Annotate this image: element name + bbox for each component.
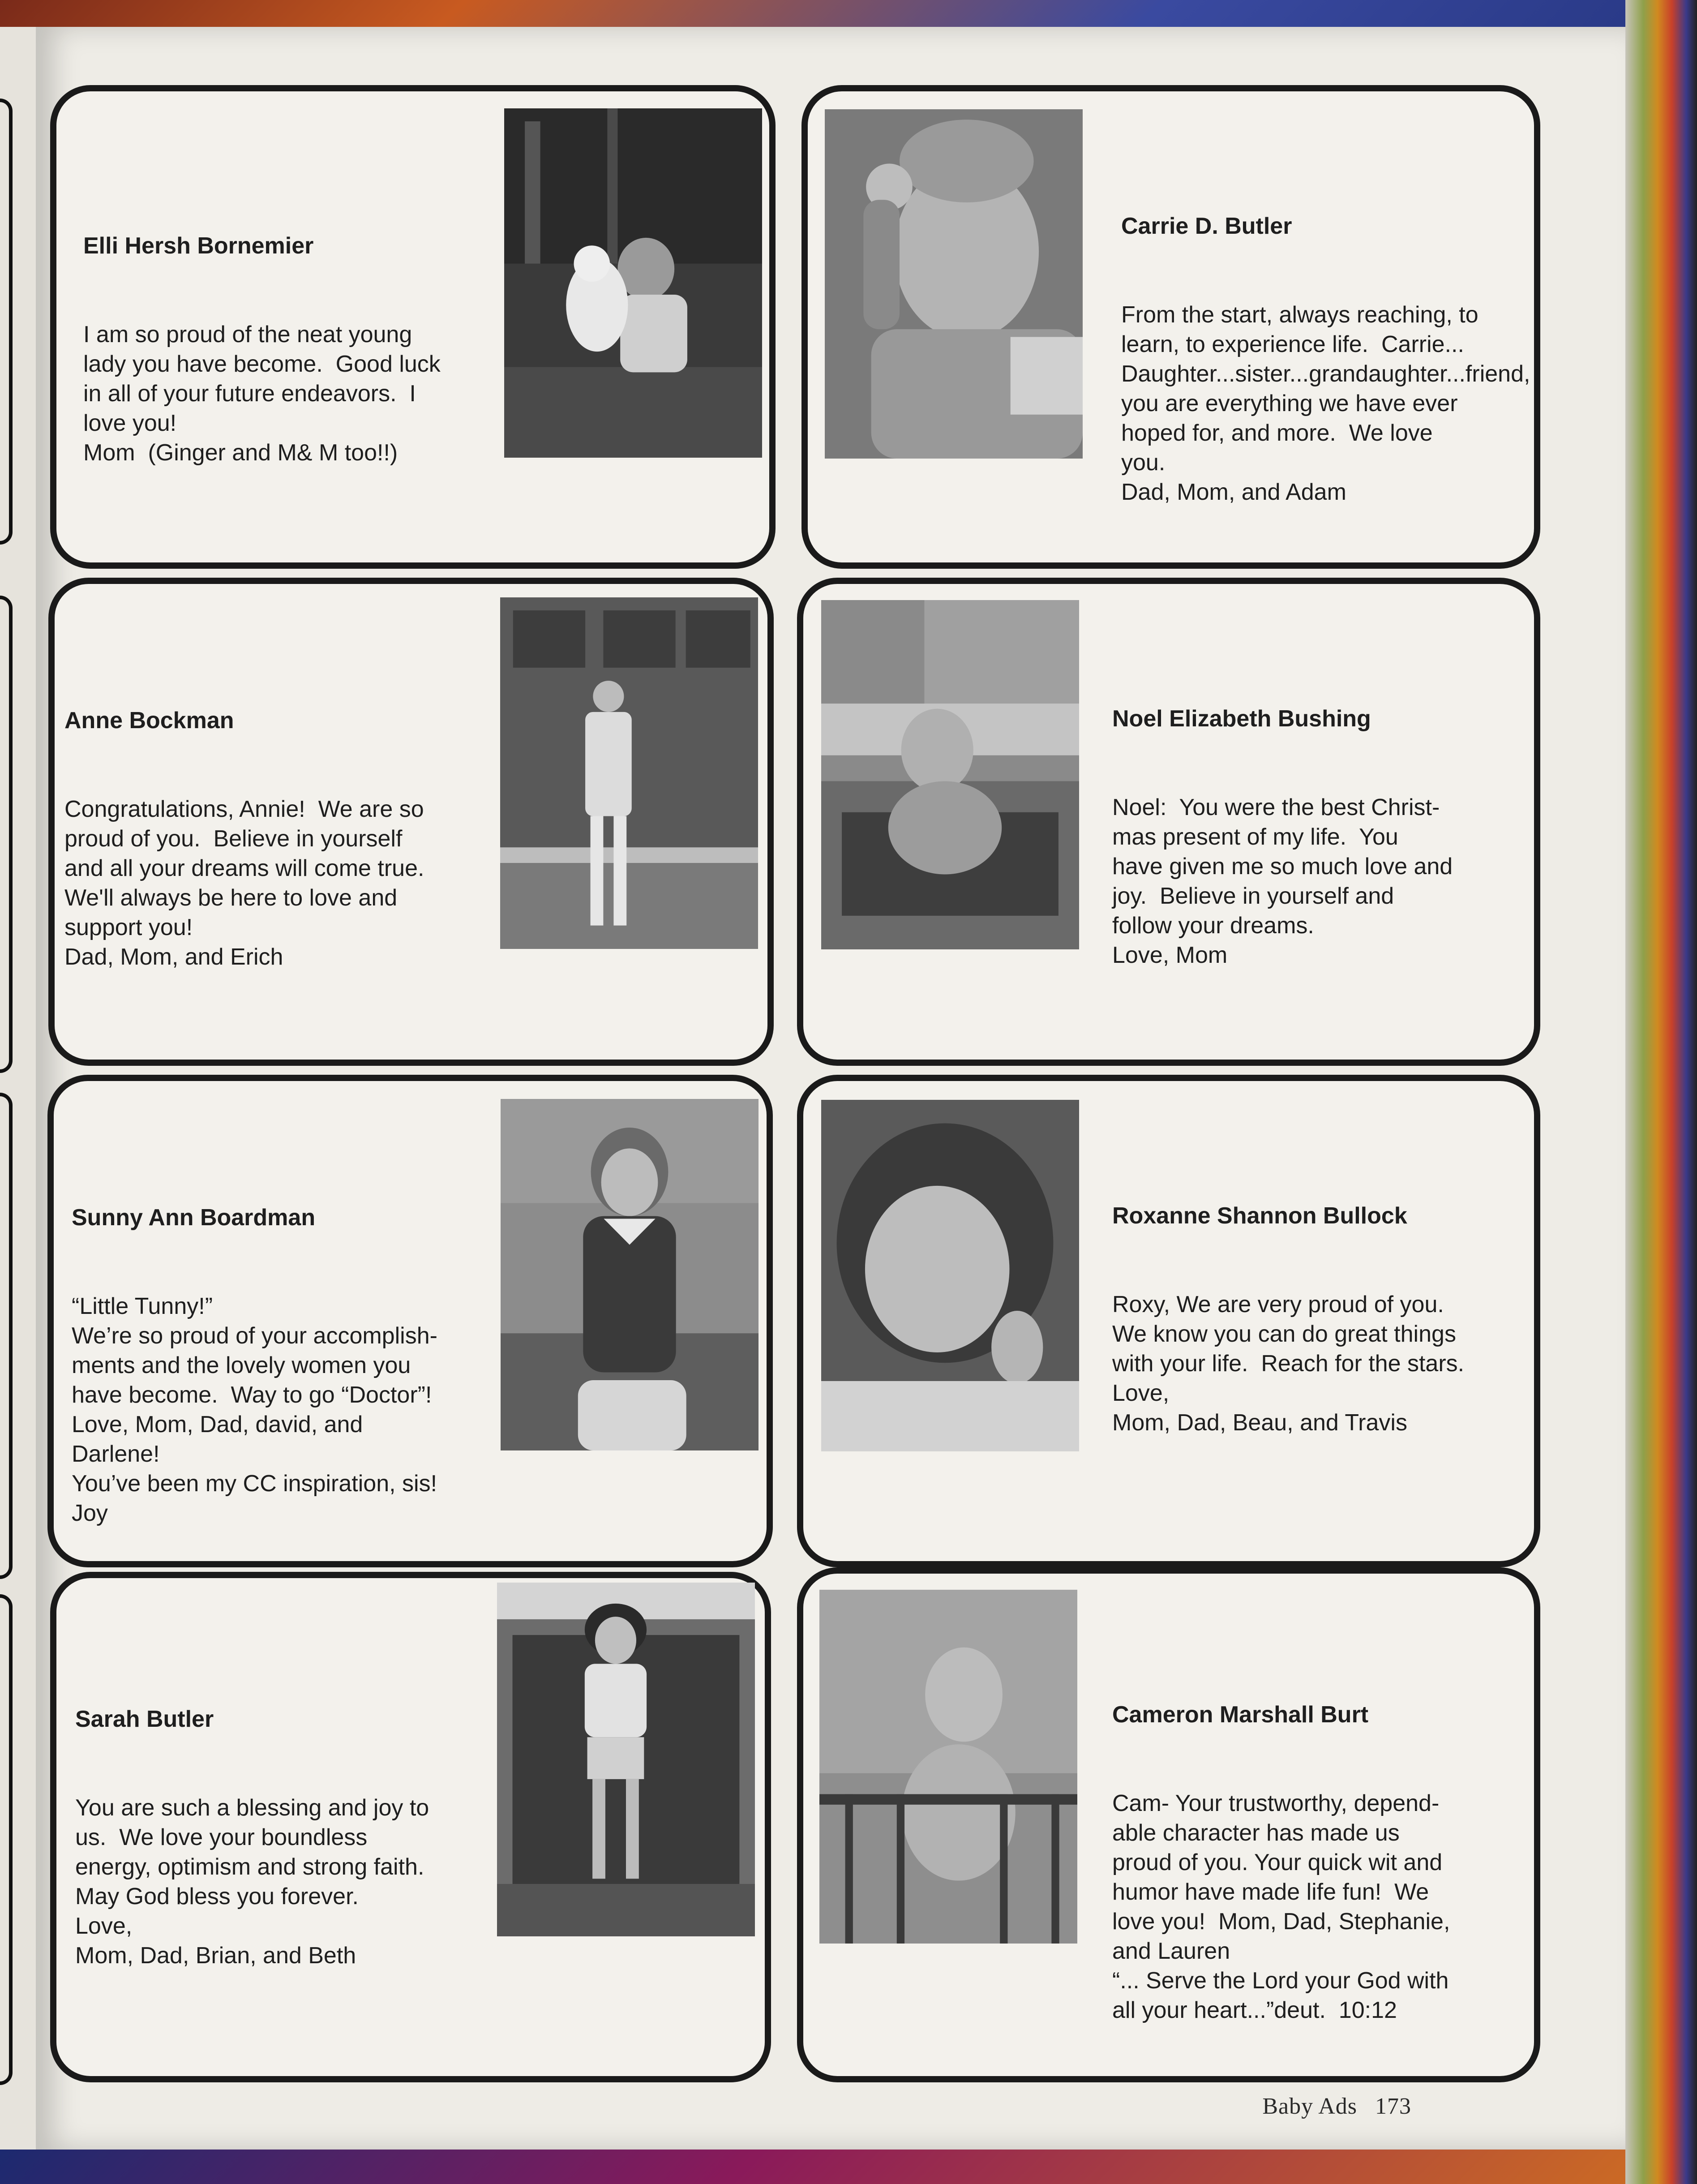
ad-message: I am so proud of the neat young lady you have become. Good luck in all of your future endeavors. I love you! Mom (Ginger and M& M too!!) xyxy=(83,322,441,466)
baby-reaching-photo xyxy=(825,109,1083,459)
page-number: 173 xyxy=(1375,2094,1411,2119)
ad-name: Noel Elizabeth Bushing xyxy=(1112,706,1371,732)
ad-message: Cam- Your trustworthy, depend- able character has made us proud of you. Your quick wit and humor have made life fun! We love you! Mom, Dad, Stephanie, and Lauren “... Serve the Lord your God with all your heart...”deut. 10:12 xyxy=(1112,1790,1450,2023)
yearbook-page xyxy=(36,27,1625,2150)
ad-name: Sarah Butler xyxy=(75,1706,214,1732)
facing-page-box xyxy=(0,596,13,1073)
baby-ad-box xyxy=(797,1567,1540,2082)
toddler-portrait-photo xyxy=(821,1100,1079,1451)
baby-ad-box xyxy=(797,1075,1540,1567)
girl-by-van-photo xyxy=(500,597,758,949)
baby-ad-box xyxy=(50,85,776,569)
facing-page-edge xyxy=(0,27,36,2150)
baby-ad-box xyxy=(801,85,1540,569)
girl-with-lunchbox-photo xyxy=(501,1099,759,1450)
facing-page-box xyxy=(0,1093,13,1579)
page-stack-edge xyxy=(1625,0,1697,2184)
page-footer xyxy=(1262,2093,1411,2120)
ad-name: Elli Hersh Bornemier xyxy=(83,233,314,259)
ad-name: Cameron Marshall Burt xyxy=(1112,1702,1369,1728)
section-title: Baby Ads xyxy=(1262,2094,1357,2119)
ad-message: Noel: You were the best Christ- mas present of my life. You have given me so much love and joy. Believe in yourself and follow your dreams. Love, Mom xyxy=(1112,794,1453,968)
ad-message: From the start, always reaching, to learn, to experience life. Carrie... Daughter...sister...grandaughter...friend, you are everything we have ever hoped for, and more. We love you. Dad, Mom, and Adam xyxy=(1121,302,1530,505)
girl-with-white-cat-photo xyxy=(504,108,762,458)
ad-name: Sunny Ann Boardman xyxy=(72,1205,316,1231)
baby-ad-box xyxy=(48,578,774,1066)
baby-ad-box xyxy=(47,1075,773,1567)
ad-name: Anne Bockman xyxy=(64,708,234,734)
facing-page-box xyxy=(0,1594,13,2085)
girl-by-fireplace-photo xyxy=(497,1583,755,1936)
ad-message: Roxy, We are very proud of you. We know you can do great things with your life. Reach for the stars. Love, Mom, Dad, Beau, and Travis xyxy=(1112,1292,1465,1436)
baby-ad-box xyxy=(797,578,1540,1066)
baby-ad-box xyxy=(50,1572,771,2082)
ad-message: You are such a blessing and joy to us. We love your boundless energy, optimism and strong faith. May God bless you forever. Love, Mom, Dad, Brian, and Beth xyxy=(75,1795,429,1969)
ad-name: Carrie D. Butler xyxy=(1121,213,1292,239)
ad-message: “Little Tunny!” We’re so proud of your accomplish- ments and the lovely women you have become. Way to go “Doctor”! Love, Mom, Dad, david, and Darlene! You’ve been my CC inspiration, sis! Joy xyxy=(72,1293,437,1526)
baby-in-sink-photo xyxy=(821,600,1079,949)
ad-message: Congratulations, Annie! We are so proud of you. Believe in yourself and all your dreams will come true. We'll always be here to love and support you! Dad, Mom, and Erich xyxy=(64,796,424,970)
ad-name: Roxanne Shannon Bullock xyxy=(1112,1203,1407,1229)
baby-in-crib-photo xyxy=(819,1590,1077,1944)
facing-page-box xyxy=(0,99,13,545)
